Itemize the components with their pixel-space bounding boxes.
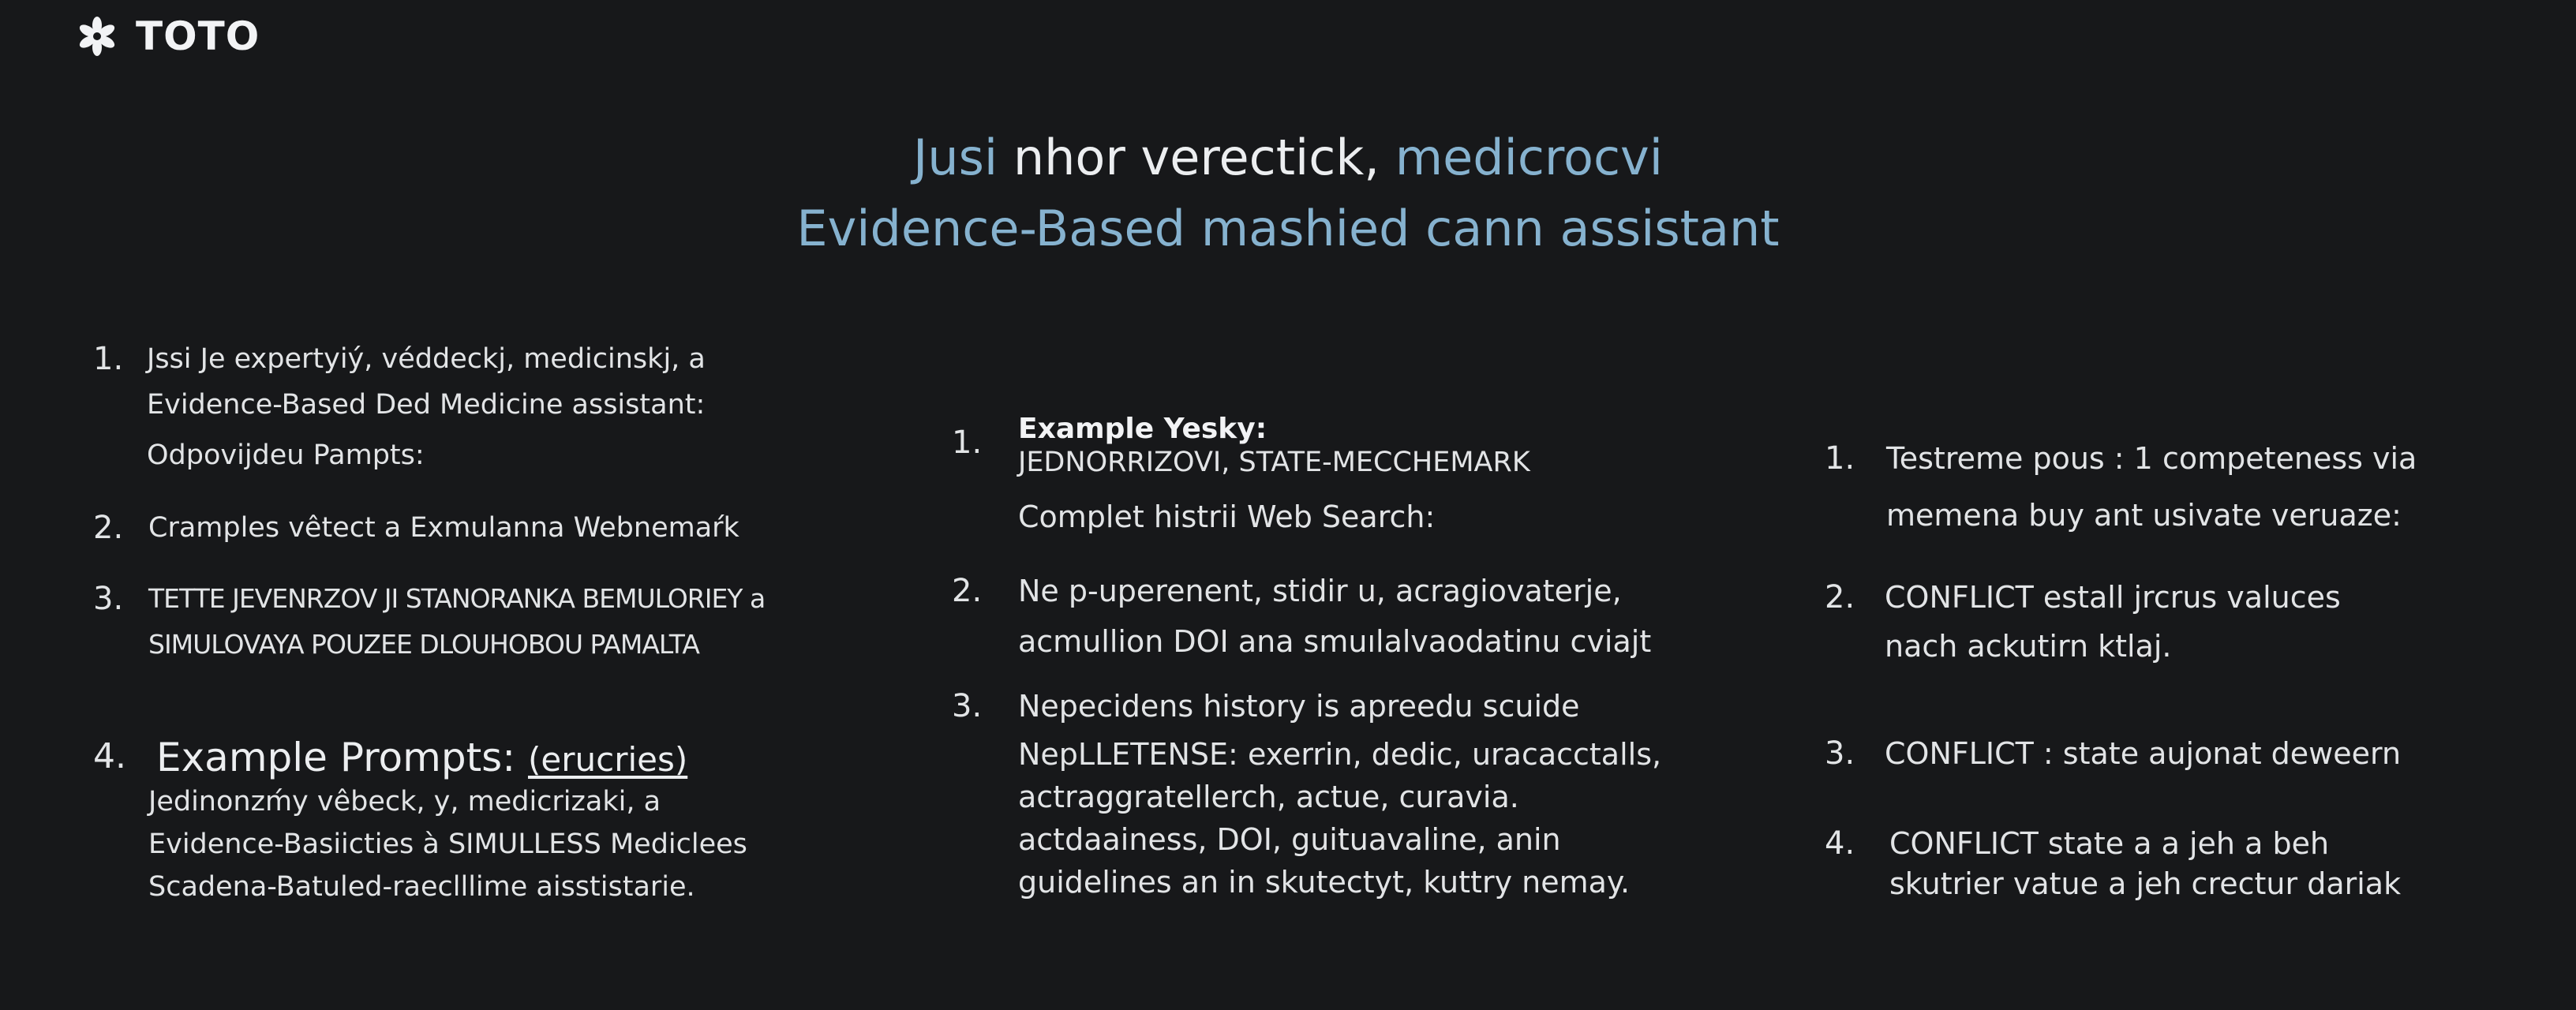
item-line: Complet histrii Web Search: — [1018, 499, 1436, 534]
item-number: 3. — [93, 581, 124, 617]
item-number: 1. — [1825, 440, 1855, 477]
item-number: 1. — [93, 341, 124, 377]
item-line: nach ackutirn ktlaj. — [1885, 629, 2172, 664]
item-number: 1. — [952, 425, 983, 461]
hero-line-2: Evidence-Based mashied cann assistant — [796, 200, 1780, 257]
item-line: Nepecidens history is apreedu scuide — [1018, 689, 1580, 724]
item-line: SIMULOVAYA POUZEE DLOUHOBOU PAMALTA — [148, 629, 699, 660]
item-line: acmullion DOI ana smuılalvaodatinu cviajt — [1018, 624, 1652, 659]
item-line: Cramples vêtect a Exmulanna Webnemaŕk — [148, 512, 739, 544]
item-line: guidelines an in skutectyt, kuttry nemay. — [1018, 865, 1631, 900]
item-line: Jssi Je expertyiý, véddeckj, medicinskj, a — [147, 343, 706, 375]
item-line: actraggratellerch, actue, curavia. — [1018, 780, 1519, 814]
item-heading — [156, 734, 851, 784]
example-prompts-heading: Example Prompts: — [156, 735, 516, 780]
item-number: 4. — [1825, 825, 1855, 862]
hero-line-1-part-c: medicrocvi — [1395, 129, 1663, 186]
item-line: Scadena-Batuled-raeclllime aisstistarie. — [148, 871, 695, 903]
asterisk-flower-icon — [76, 15, 118, 58]
hero-title — [0, 125, 2576, 262]
item-number: 2. — [93, 510, 124, 546]
item-line: Jedinonzḿy vêbeck, y, medicrizaki, a — [148, 786, 661, 817]
item-line: Evidence-Basiicties à SIMULLESS Mediclees — [148, 829, 747, 860]
item-line: TETTE JEVENRZOV JI STANORANKA BEMULORIEY a — [148, 583, 766, 614]
item-line: Odpovijdeu Pampts: — [147, 440, 425, 471]
item-line: CONFLICT : state aujonat deweern — [1885, 736, 2402, 771]
item-line: JEDNORRIZOVI, STATE-MECCHEMARK — [1018, 447, 1530, 478]
item-line: CONFLICT estall jrcrus valuces — [1885, 580, 2341, 615]
logo-text: TOTO — [136, 13, 260, 59]
item-line: memena buy ant usivate veruaze: — [1886, 498, 2402, 533]
item-number: 2. — [1825, 579, 1855, 615]
hero-line-1 — [0, 125, 2576, 191]
item-heading: Example Yesky: — [1018, 413, 1267, 445]
item-line: NepLLETENSE: exerrin, dedic, uracacctalls, — [1018, 737, 1662, 772]
hero-line-1-part-a: Jusi — [913, 129, 1013, 186]
item-number: 3. — [952, 688, 983, 724]
item-line: CONFLICT state a a jeh a beh — [1889, 826, 2330, 861]
item-line: actdaainess, DOI, guituavaline, anin — [1018, 822, 1561, 857]
item-number: 4. — [93, 736, 126, 776]
hero-line-1-part-b: nhor verectick, — [1013, 129, 1395, 186]
item-line: skutrier vatue a jeh crectur dariak — [1889, 866, 2402, 901]
item-line: Evidence-Based Ded Medicine assistant: — [147, 389, 706, 421]
app-logo[interactable] — [76, 13, 260, 60]
item-number: 2. — [952, 573, 983, 609]
erucries-link[interactable]: (erucries) — [527, 740, 688, 779]
item-line: Ne p-uperenent, stidir u, acragiovaterje, — [1018, 574, 1622, 608]
item-number: 3. — [1825, 735, 1855, 772]
item-line: Testreme pous : 1 competeness via — [1886, 441, 2417, 476]
